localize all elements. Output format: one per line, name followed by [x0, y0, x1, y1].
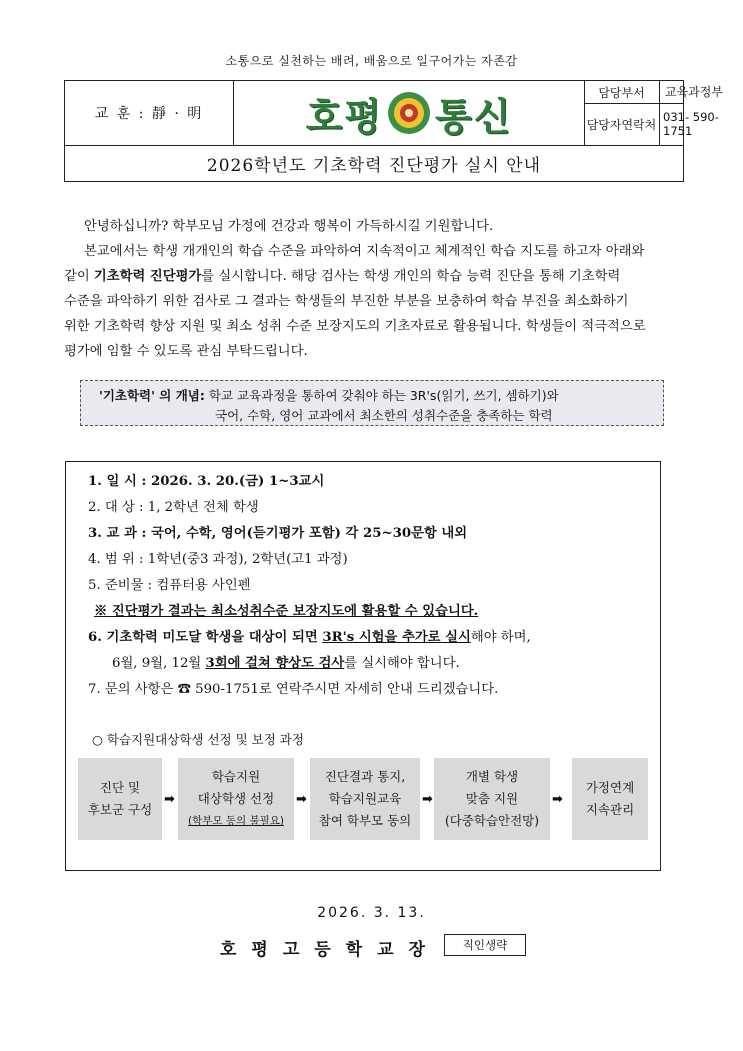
item-date: 1. 일 시 : 2026. 3. 20.(금) 1~3교시: [88, 474, 325, 489]
details-box: [65, 461, 661, 871]
principal-signature: 호평고등학교장: [220, 940, 440, 960]
item-note: ※ 진단평가 결과는 최소성취수준 보장지도에 활용할 수 있습니다.: [94, 604, 479, 619]
newsletter-header: [64, 80, 684, 182]
masthead: [234, 81, 584, 145]
greeting: 안녕하십니까? 학부모님 가정에 건강과 행복이 가득하시길 기원합니다.: [84, 219, 494, 234]
intro-line: 같이 기초학력 진단평가를 실시합니다. 해당 검사는 학생 개인의 학습 능력 진단을 통해 기초학력: [64, 269, 621, 284]
masthead-right: 통신: [435, 93, 513, 139]
concept-line: 국어, 수학, 영어 교과에서 최소한의 성취수준을 충족하는 학력: [215, 408, 553, 423]
dept-value: 교육과정부: [665, 84, 723, 99]
concept-line: 학교 교육과정을 통하여 갖춰야 하는 3R's(읽기, 쓰기, 셈하기)와: [204, 388, 559, 403]
intro-line: 본교에서는 학생 개개인의 학습 수준을 파악하여 지속적이고 체계적인 학습 지도를 하고자 아래와: [84, 244, 645, 259]
issue-date: 2026. 3. 13.: [317, 905, 426, 921]
document-title: 2026학년도 기초학력 진단평가 실시 안내: [206, 155, 542, 176]
intro-line: 위한 기초학력 향상 지원 및 최소 성취 수준 보장지도의 기초자료로 활용됩니다. 학생들이 적극적으로: [64, 319, 646, 334]
intro-line: 수준을 파악하기 위한 검사로 그 결과는 학생들의 부진한 부분을 보충하여 학습 부진을 최소화하기: [64, 294, 629, 309]
concept-box: [80, 380, 664, 426]
arrow-right-icon: ➡: [296, 792, 307, 807]
flow-step-selection: 학습지원 대상학생 선정 (학부모 동의 불필요): [178, 758, 294, 840]
item-supplies: 5. 준비물 : 컴퓨터용 사인펜: [88, 578, 251, 593]
school-emblem-icon: [387, 91, 431, 135]
contact-label: 담당자연락처: [586, 118, 657, 132]
flow-step-diagnosis: 진단 및 후보군 구성: [78, 758, 162, 840]
flow-step-notification: 진단결과 통지, 학습지원교육 참여 학부모 동의: [310, 758, 420, 840]
item-subjects: 3. 교 과 : 국어, 수학, 영어(듣기평가 포함) 각 25~30문항 내외: [88, 526, 468, 541]
item-scope: 4. 범 위 : 1학년(중3 과정), 2학년(고1 과정): [88, 552, 348, 567]
arrow-right-icon: ➡: [552, 792, 563, 807]
school-creed: 교 훈 : 靜 · 明: [94, 106, 204, 122]
seal-omitted: 직인생략: [444, 934, 526, 956]
arrow-right-icon: ➡: [422, 792, 433, 807]
dept-label: 담당부서: [598, 85, 645, 100]
school-motto: 소통으로 실천하는 배려, 배움으로 일구어가는 자존감: [225, 54, 518, 68]
flow-step-followup: 가정연계 지속관리: [572, 758, 648, 840]
item-target: 2. 대 상 : 1, 2학년 전체 학생: [88, 500, 259, 515]
item-retest: 6. 기초학력 미도달 학생을 대상이 되면 3R's 시험을 추가로 실시해야 하며,: [88, 630, 531, 645]
item-retest-schedule: 6월, 9월, 12월 3회에 걸쳐 향상도 검사를 실시해야 합니다.: [112, 656, 460, 671]
arrow-right-icon: ➡: [164, 792, 175, 807]
intro-line: 평가에 임할 수 있도록 관심 부탁드립니다.: [64, 344, 308, 359]
item-inquiry: 7. 문의 사항은 ☎ 590-1751로 연락주시면 자세히 안내 드리겠습니다.: [88, 682, 499, 697]
concept-label: '기초학력' 의 개념:: [99, 388, 205, 403]
contact-value: 031- 590-1751: [663, 109, 719, 138]
flow-step-support: 개별 학생 맞춤 지원 (다중학습안전망): [434, 758, 550, 840]
masthead-left: 호평: [305, 93, 383, 139]
flow-title: ○ 학습지원대상학생 선정 및 보정 과정: [92, 732, 304, 747]
